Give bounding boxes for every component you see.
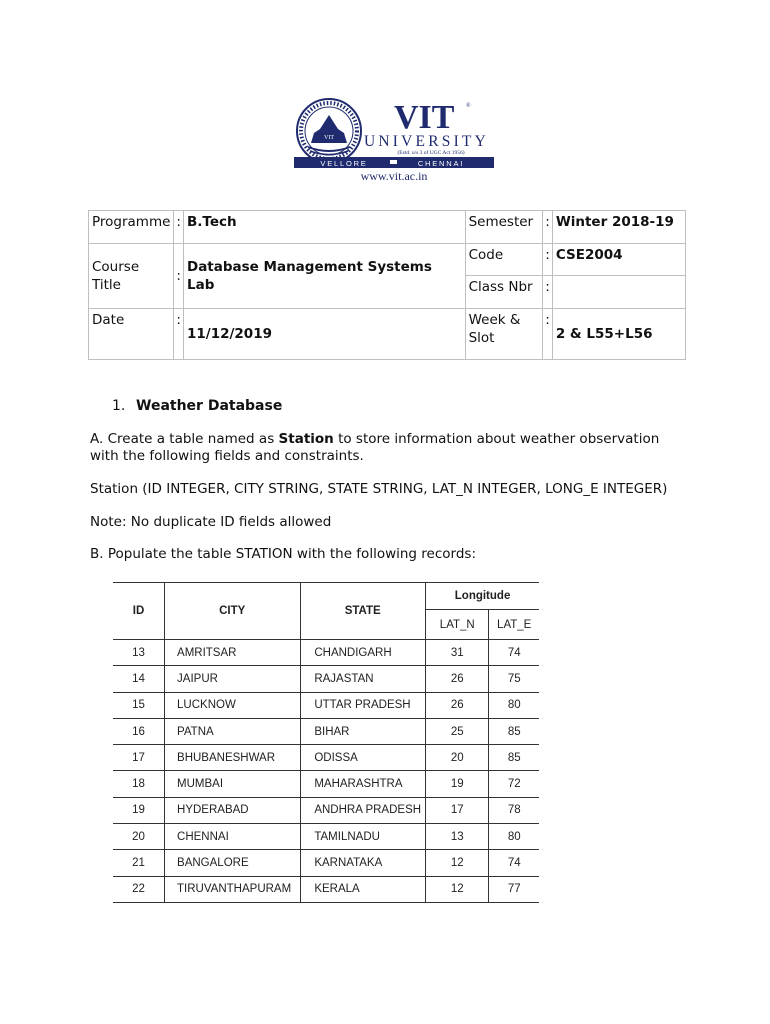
week-slot-value: 2 & L55+L56 xyxy=(552,309,685,360)
cell-city: PATNA xyxy=(165,718,301,744)
table-row xyxy=(113,771,539,797)
cell-lat-n: 26 xyxy=(426,666,489,692)
header-longitude: Longitude xyxy=(426,583,539,610)
programme-label: Programme xyxy=(89,211,174,244)
cell-city: LUCKNOW xyxy=(165,692,301,718)
university-text: UNIVERSITY xyxy=(364,133,489,150)
cell-lat-e: 74 xyxy=(489,640,539,666)
cell-lat-n: 20 xyxy=(426,745,489,771)
colon: : xyxy=(543,211,553,244)
cell-lat-n: 31 xyxy=(426,640,489,666)
cell-lat-n: 12 xyxy=(426,850,489,876)
paragraph-a xyxy=(90,431,690,465)
cell-state: TAMILNADU xyxy=(301,824,426,850)
header-state: STATE xyxy=(301,583,426,640)
paragraph-a-text: A. Create a table named as xyxy=(90,431,279,447)
estd-text: (Estd. u/s 3 of UGC Act 1956) xyxy=(397,150,465,156)
cell-state: KERALA xyxy=(301,876,426,902)
table-row xyxy=(113,876,539,902)
cell-id: 16 xyxy=(113,718,165,744)
cell-lat-e: 85 xyxy=(489,718,539,744)
cell-city: AMRITSAR xyxy=(165,640,301,666)
table-row xyxy=(113,640,539,666)
cell-state: ANDHRA PRADESH xyxy=(301,797,426,823)
vit-university-logo xyxy=(294,95,500,185)
class-nbr-label: Class Nbr xyxy=(465,276,543,309)
class-nbr-value xyxy=(552,276,685,309)
section-title: Weather Database xyxy=(136,398,283,414)
svg-text:VELLORE: VELLORE xyxy=(320,159,368,168)
table-row xyxy=(113,850,539,876)
semester-label: Semester xyxy=(465,211,543,244)
table-row xyxy=(113,718,539,744)
cell-id: 17 xyxy=(113,745,165,771)
cell-city: CHENNAI xyxy=(165,824,301,850)
cell-city: BANGALORE xyxy=(165,850,301,876)
paragraph-a-text-rest: to store information about weather observation with the following fields and constraints. xyxy=(90,431,660,464)
section-heading xyxy=(112,398,282,414)
cell-state: KARNATAKA xyxy=(301,850,426,876)
cell-lat-e: 85 xyxy=(489,745,539,771)
cell-city: HYDERABAD xyxy=(165,797,301,823)
date-label: Date xyxy=(89,309,174,360)
cell-lat-n: 25 xyxy=(426,718,489,744)
svg-text:VIT: VIT xyxy=(324,135,334,141)
cell-lat-n: 12 xyxy=(426,876,489,902)
cell-id: 13 xyxy=(113,640,165,666)
cell-city: TIRUVANTHAPURAM xyxy=(165,876,301,902)
cell-lat-e: 72 xyxy=(489,771,539,797)
cell-id: 21 xyxy=(113,850,165,876)
paragraph-b: B. Populate the table STATION with the following records: xyxy=(90,546,476,562)
cell-lat-e: 74 xyxy=(489,850,539,876)
cell-lat-e: 80 xyxy=(489,692,539,718)
university-seal xyxy=(297,99,361,163)
header-lat-n: LAT_N xyxy=(426,610,489,640)
colon: : xyxy=(543,276,553,309)
cell-id: 19 xyxy=(113,797,165,823)
cell-lat-e: 80 xyxy=(489,824,539,850)
cell-city: JAIPUR xyxy=(165,666,301,692)
course-info-table xyxy=(88,210,686,360)
cell-state: RAJASTAN xyxy=(301,666,426,692)
semester-value: Winter 2018-19 xyxy=(552,211,685,244)
schema-definition: Station (ID INTEGER, CITY STRING, STATE STRING, LAT_N INTEGER, LONG_E INTEGER) xyxy=(90,481,668,497)
cell-id: 22 xyxy=(113,876,165,902)
svg-text:CHENNAI: CHENNAI xyxy=(417,159,465,168)
cell-id: 20 xyxy=(113,824,165,850)
date-value: 11/12/2019 xyxy=(183,309,465,360)
code-value: CSE2004 xyxy=(552,244,685,276)
cell-state: BIHAR xyxy=(301,718,426,744)
cell-lat-n: 13 xyxy=(426,824,489,850)
table-row xyxy=(113,824,539,850)
course-title-label: Course Title xyxy=(89,244,174,309)
cell-lat-n: 19 xyxy=(426,771,489,797)
cell-id: 18 xyxy=(113,771,165,797)
colon: : xyxy=(543,244,553,276)
header-lat-e: LAT_E xyxy=(489,610,539,640)
week-slot-label: Week & Slot xyxy=(465,309,543,360)
colon: : xyxy=(174,244,184,309)
table-row xyxy=(113,745,539,771)
svg-text:®: ® xyxy=(466,103,471,109)
cell-state: MAHARASHTRA xyxy=(301,771,426,797)
cell-city: BHUBANESHWAR xyxy=(165,745,301,771)
cell-lat-n: 26 xyxy=(426,692,489,718)
cell-lat-e: 77 xyxy=(489,876,539,902)
header-id: ID xyxy=(113,583,165,640)
cell-state: UTTAR PRADESH xyxy=(301,692,426,718)
table-row xyxy=(113,666,539,692)
brand-text: VIT xyxy=(394,99,455,136)
colon: : xyxy=(543,309,553,360)
section-number: 1. xyxy=(112,398,126,414)
cell-id: 15 xyxy=(113,692,165,718)
table-row xyxy=(113,797,539,823)
table-name-emphasis: Station xyxy=(278,431,334,447)
cell-state: CHANDIGARH xyxy=(301,640,426,666)
cell-lat-e: 78 xyxy=(489,797,539,823)
header-city: CITY xyxy=(165,583,301,640)
cell-city: MUMBAI xyxy=(165,771,301,797)
url-text: www.vit.ac.in xyxy=(360,169,428,183)
course-title-value: Database Management Systems Lab xyxy=(183,244,465,309)
colon: : xyxy=(174,211,184,244)
cell-state: ODISSA xyxy=(301,745,426,771)
colon: : xyxy=(174,309,184,360)
table-row xyxy=(113,692,539,718)
cell-id: 14 xyxy=(113,666,165,692)
station-records-table xyxy=(113,582,539,903)
cell-lat-e: 75 xyxy=(489,666,539,692)
cell-lat-n: 17 xyxy=(426,797,489,823)
programme-value: B.Tech xyxy=(183,211,465,244)
note-text: Note: No duplicate ID fields allowed xyxy=(90,514,332,530)
code-label: Code xyxy=(465,244,543,276)
